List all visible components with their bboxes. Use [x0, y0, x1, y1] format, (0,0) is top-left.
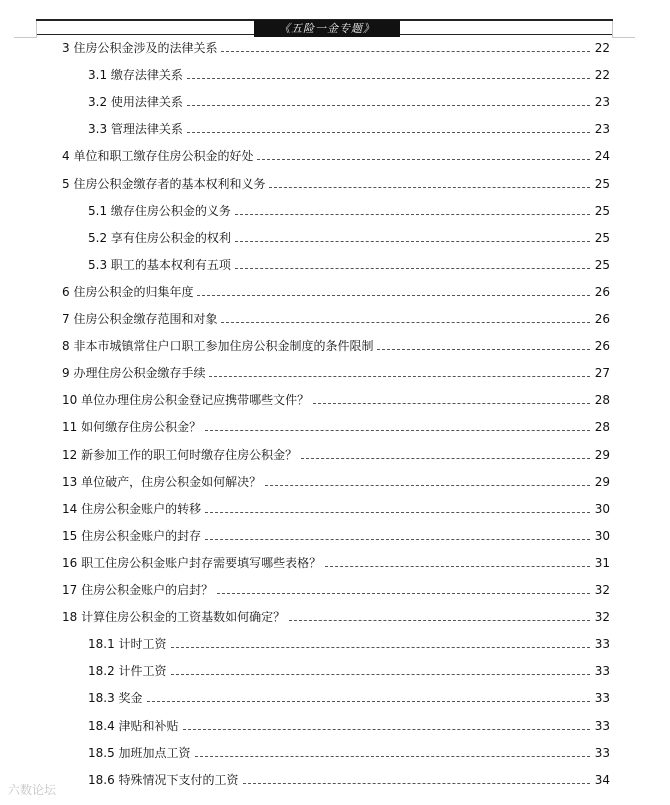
toc-entry[interactable]: [62, 280, 610, 300]
toc-entry-page: 33: [594, 637, 610, 652]
toc-entry-page: 28: [594, 393, 610, 408]
toc-entry-page: 22: [594, 68, 610, 83]
toc-entry-page: 27: [594, 366, 610, 381]
toc-entry-title: 11 如何缴存住房公积金？: [62, 420, 202, 435]
toc-entry-page: 30: [594, 528, 610, 543]
toc-entry-title: 18.6 特殊情况下支付的工资: [88, 772, 239, 787]
toc-entry-page: 32: [594, 610, 610, 625]
toc-entry[interactable]: [88, 226, 610, 246]
toc-entry[interactable]: [88, 686, 610, 706]
toc-entry-title: 8 非本市城镇常住户口职工参加住房公积金制度的条件限制: [62, 339, 374, 354]
toc-leader-dots: [235, 241, 590, 242]
watermark: 六数论坛: [8, 783, 57, 797]
toc-entry[interactable]: [62, 36, 610, 56]
toc-leader-dots: [187, 105, 590, 106]
toc-leader-dots: [217, 593, 590, 594]
toc-entry-title: 7 住房公积金缴存范围和对象: [62, 312, 218, 326]
toc-leader-dots: [257, 159, 590, 160]
toc-entry-page: 26: [594, 284, 610, 299]
toc-entry-title: 12 新参加工作的职工何时缴存住房公积金？: [62, 447, 298, 462]
toc-leader-dots: [221, 51, 590, 52]
toc-entry-title: 18.5 加班加点工资: [88, 745, 191, 760]
toc-entry-page: 25: [594, 203, 610, 218]
toc-leader-dots: [313, 403, 590, 404]
toc-entry[interactable]: [62, 307, 610, 327]
toc-entry[interactable]: [62, 172, 610, 192]
toc-entry-title: 10 单位办理住房公积金登记应携带哪些文件？: [62, 393, 310, 408]
toc-entry-page: 24: [594, 149, 610, 164]
toc-entry-page: 30: [594, 501, 610, 516]
toc-entry[interactable]: [62, 334, 610, 354]
toc-entry-title: 3.1 缴存法律关系: [88, 68, 183, 83]
toc-entry[interactable]: [88, 741, 610, 761]
toc-entry[interactable]: [62, 578, 610, 598]
toc-entry-page: 28: [594, 420, 610, 435]
toc-entry[interactable]: [88, 714, 610, 734]
toc-entry-page: 23: [594, 122, 610, 137]
toc-entry[interactable]: [62, 605, 610, 625]
toc-entry[interactable]: [88, 117, 610, 137]
toc-entry-page: 26: [594, 339, 610, 354]
toc-entry-title: 13 单位破产，住房公积金如何解决？: [62, 474, 262, 489]
toc-leader-dots: [183, 729, 590, 730]
toc-leader-dots: [209, 376, 590, 377]
toc-leader-dots: [235, 268, 590, 269]
toc-entry-title: 5.2 享有住房公积金的权利: [88, 230, 231, 245]
toc-entry-title: 5.3 职工的基本权利有五项: [88, 257, 231, 272]
toc-entry-title: 3 住房公积金涉及的法律关系: [62, 41, 218, 55]
toc-entry-page: 22: [594, 41, 610, 55]
toc-entry-title: 16 职工住房公积金账户封存需要填写哪些表格？: [62, 555, 322, 570]
toc-leader-dots: [289, 620, 590, 621]
toc-entry[interactable]: [62, 144, 610, 164]
toc-leader-dots: [171, 647, 590, 648]
toc-entry-title: 17 住房公积金账户的启封？: [62, 583, 214, 597]
toc-leader-dots: [221, 322, 590, 323]
toc-entry-title: 6 住房公积金的归集年度: [62, 284, 194, 299]
toc-leader-dots: [205, 430, 590, 431]
toc-entry[interactable]: [88, 253, 610, 273]
toc-entry-page: 29: [594, 474, 610, 489]
toc-entry-page: 25: [594, 176, 610, 191]
toc-leader-dots: [243, 783, 590, 784]
toc-entry-page: 29: [594, 447, 610, 462]
toc-entry-title: 9 办理住房公积金缴存手续: [62, 366, 206, 381]
toc-entry[interactable]: [62, 388, 610, 408]
toc-leader-dots: [197, 295, 590, 296]
toc-entry[interactable]: [88, 632, 610, 652]
toc-entry[interactable]: [88, 659, 610, 679]
toc-entry[interactable]: [88, 199, 610, 219]
toc-entry-page: 33: [594, 745, 610, 760]
toc-entry-title: 3.3 管理法律关系: [88, 122, 183, 137]
toc-entry[interactable]: [62, 361, 610, 381]
toc-entry-title: 5 住房公积金缴存者的基本权利和义务: [62, 176, 266, 191]
toc-entry-page: 25: [594, 230, 610, 245]
toc-leader-dots: [171, 674, 590, 675]
toc-entry-title: 3.2 使用法律关系: [88, 95, 183, 110]
toc-entry-page: 23: [594, 95, 610, 110]
toc-entry-page: 32: [594, 583, 610, 597]
toc-entry-title: 14 住房公积金账户的转移: [62, 501, 202, 516]
toc-leader-dots: [147, 701, 590, 702]
toc-leader-dots: [325, 566, 590, 567]
toc-entry-title: 5.1 缴存住房公积金的义务: [88, 203, 231, 218]
toc-entry-title: 15 住房公积金账户的封存: [62, 528, 202, 543]
toc-leader-dots: [235, 214, 590, 215]
toc-entry-page: 33: [594, 664, 610, 679]
toc-entry-page: 33: [594, 718, 610, 733]
toc-entry-title: 18.1 计时工资: [88, 637, 167, 652]
toc-leader-dots: [205, 539, 590, 540]
toc-leader-dots: [301, 458, 590, 459]
toc-leader-dots: [195, 756, 590, 757]
toc-leader-dots: [377, 349, 590, 350]
toc-entry-title: 4 单位和职工缴存住房公积金的好处: [62, 149, 254, 164]
toc-leader-dots: [187, 132, 590, 133]
toc-entry-title: 18 计算住房公积金的工资基数如何确定？: [62, 610, 286, 625]
toc-entry[interactable]: [88, 768, 610, 788]
toc-entry[interactable]: [88, 90, 610, 110]
toc-leader-dots: [269, 187, 590, 188]
toc-entry-page: 33: [594, 691, 610, 706]
toc-leader-dots: [187, 78, 590, 79]
toc-entry[interactable]: [88, 63, 610, 83]
toc-entry-title: 18.4 津贴和补贴: [88, 718, 179, 733]
toc-entry-title: 18.2 计件工资: [88, 664, 167, 679]
toc-entry-page: 25: [594, 257, 610, 272]
toc-entry[interactable]: [62, 497, 610, 517]
toc-entry[interactable]: [62, 470, 610, 490]
header-title: 《五险一金专题》: [254, 20, 400, 37]
toc-entry[interactable]: [62, 415, 610, 435]
toc-entry[interactable]: [62, 551, 610, 571]
toc-leader-dots: [205, 512, 590, 513]
toc-leader-dots: [265, 485, 590, 486]
toc-entry-page: 34: [594, 772, 610, 787]
toc-entry-title: 18.3 奖金: [88, 691, 143, 706]
toc-entry-page: 31: [594, 555, 610, 570]
toc-entry[interactable]: [62, 443, 610, 463]
toc-entry[interactable]: [62, 524, 610, 544]
toc-entry-page: 26: [594, 312, 610, 326]
